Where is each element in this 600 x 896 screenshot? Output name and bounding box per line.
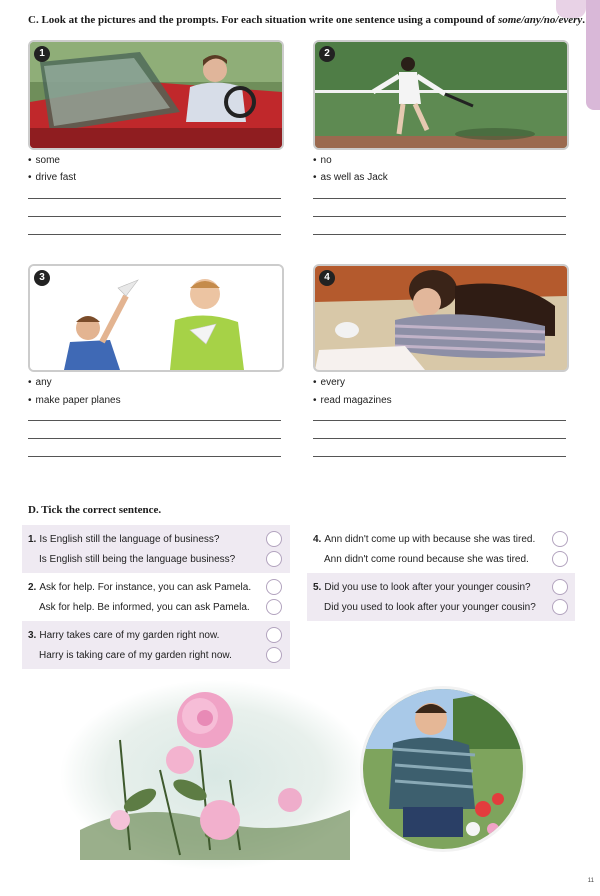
answer-line-4b[interactable] <box>313 438 566 439</box>
picture-2-number: 2 <box>319 46 335 62</box>
answer-line-3b[interactable] <box>28 438 281 439</box>
answer-line-1c[interactable] <box>28 234 281 235</box>
prompt-4-word: • every <box>313 377 345 388</box>
item-5-option-a-circle[interactable] <box>552 579 568 595</box>
answer-line-1a[interactable] <box>28 198 281 199</box>
gardener-photo <box>360 686 526 852</box>
prompt-2-word: • no <box>313 155 332 166</box>
item-1-option-a: 1. Is English still the language of business? <box>28 534 220 545</box>
item-2-option-a: 2. Ask for help. For instance, you can ask Pamela. <box>28 582 252 593</box>
item-3-option-a-circle[interactable] <box>266 627 282 643</box>
picture-1-car <box>28 40 284 150</box>
answer-line-2a[interactable] <box>313 198 566 199</box>
picture-1-number: 1 <box>34 46 50 62</box>
roses-illustration <box>60 680 370 870</box>
section-d-title: D. Tick the correct sentence. <box>28 504 162 516</box>
item-5-option-a: 5. Did you use to look after your younger cousin? <box>313 582 531 593</box>
answer-line-2b[interactable] <box>313 216 566 217</box>
prompt-1-text: • drive fast <box>28 172 76 183</box>
picture-4-magazines <box>313 264 569 372</box>
item-1-box <box>22 525 290 573</box>
answer-line-3a[interactable] <box>28 420 281 421</box>
item-3-option-b: Harry is taking care of my garden right now. <box>39 650 232 661</box>
picture-3-number: 3 <box>34 270 50 286</box>
item-5-option-b: Did you used to look after your younger cousin? <box>324 602 536 613</box>
item-5-box <box>307 573 575 621</box>
prompt-4-text: • read magazines <box>313 395 392 406</box>
corner-tab <box>586 0 600 110</box>
item-2-option-b: Ask for help. Be informed, you can ask Pamela. <box>39 602 250 613</box>
prompt-1-word: • some <box>28 155 60 166</box>
picture-4-number: 4 <box>319 270 335 286</box>
item-1-option-b: Is English still being the language business? <box>39 554 236 565</box>
item-1-option-a-circle[interactable] <box>266 531 282 547</box>
item-4-option-b: Ann didn't come round because she was tired. <box>324 554 529 565</box>
answer-line-1b[interactable] <box>28 216 281 217</box>
prompt-2-text: • as well as Jack <box>313 172 388 183</box>
answer-line-4c[interactable] <box>313 456 566 457</box>
answer-line-4a[interactable] <box>313 420 566 421</box>
item-2-option-b-circle[interactable] <box>266 599 282 615</box>
item-1-option-b-circle[interactable] <box>266 551 282 567</box>
item-3-option-b-circle[interactable] <box>266 647 282 663</box>
prompt-3-text: • make paper planes <box>28 395 121 406</box>
item-5-option-b-circle[interactable] <box>552 599 568 615</box>
item-4-option-b-circle[interactable] <box>552 551 568 567</box>
item-4-option-a-circle[interactable] <box>552 531 568 547</box>
section-c-title: C. Look at the pictures and the prompts. For each situation write one sentence using a compound of some/any/no/every. <box>28 14 586 26</box>
picture-2-tennis <box>313 40 569 150</box>
answer-line-3c[interactable] <box>28 456 281 457</box>
item-3-option-a: 3. Harry takes care of my garden right now. <box>28 630 220 641</box>
prompt-3-word: • any <box>28 377 52 388</box>
item-4-option-a: 4. Ann didn't come up with because she was tired. <box>313 534 536 545</box>
answer-line-2c[interactable] <box>313 234 566 235</box>
page-number: 11 <box>587 878 594 884</box>
item-2-option-a-circle[interactable] <box>266 579 282 595</box>
picture-3-paper-planes <box>28 264 284 372</box>
item-3-box <box>22 621 290 669</box>
